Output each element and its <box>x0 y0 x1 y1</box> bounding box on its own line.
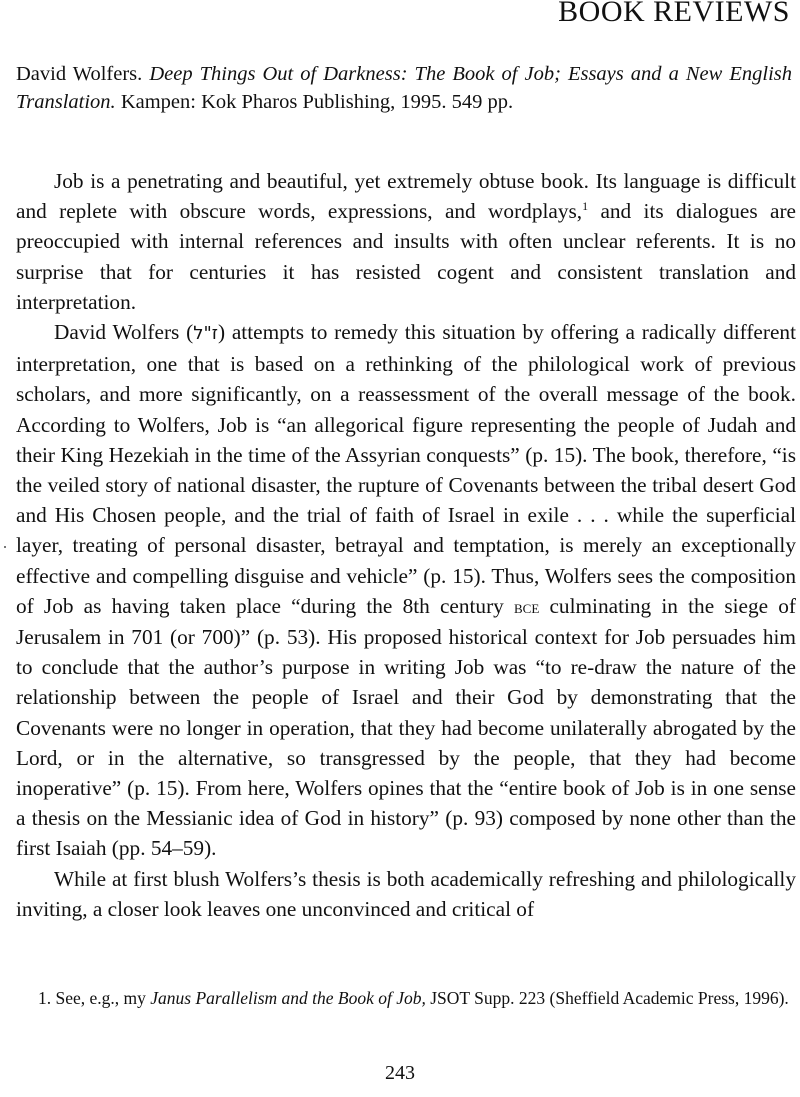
citation-publisher: Kampen: Kok Pharos Publishing, 1995. 549 pp. <box>120 91 514 113</box>
footnote-text-a: 1. See, e.g., my <box>38 988 151 1008</box>
margin-mark <box>4 546 6 548</box>
era-abbreviation: bce <box>514 596 540 617</box>
paragraph-1-text-a: Job is a penetrating and beautiful, yet extremely obtuse book. Its language is difficult and replete with obscure words, expressions, and wordplays, <box>16 169 796 224</box>
paragraph-2-text-a: David Wolfers ( <box>54 320 194 345</box>
footnote-reference: 1 <box>582 199 589 214</box>
citation-author: David Wolfers. <box>16 63 143 85</box>
hebrew-abbreviation: ז"ל <box>193 323 218 345</box>
paragraph-1-text-b: and its dialogues are preoccupied with internal references and insults with often unclear referents. It is no surprise that for centuries it has resisted cogent and consistent translation and interpretation. <box>16 199 796 314</box>
paragraph-1 <box>16 166 796 317</box>
paragraph-2 <box>16 317 796 864</box>
paragraph-2-text-c: culminating in the siege of Jerusalem in 701 (or 700)” (p. 53). His proposed historical context for Job persuades him to conclude that the author’s purpose in writing Job was “to re-draw the nature of the relationship between the people of Israel and their God by demonstrating that the Covenants were no longer in operation, that they had become unilaterally abrogated by the Lord, or in the alternative, so transgressed by the people, that they had become inoperative” (p. 15). From here, Wolfers opines that the “entire book of Job is in one sense a thesis on the Messianic idea of God in history” (p. 93) composed by none other than the first Isaiah (pp. 54–59). <box>16 593 796 861</box>
citation-title: Deep Things Out of Darkness: The Book of Job; Essays and a New English Translation. <box>16 63 792 113</box>
paragraph-3: While at first blush Wolfers’s thesis is both academically refreshing and philologically inviting, a closer look leaves one unconvinced and critical of <box>16 866 796 921</box>
paragraph-2-text-b: ) attempts to remedy this situation by offering a radically different interpretation, one that is based on a rethinking of the philological work of previous scholars, and more significantly, on a reassessment of the overall message of the book. According to Wolfers, Job is “an allegorical figure representing the people of Judah and their King Hezekiah in the time of the Assyrian conquests” (p. 15). The book, therefore, “is the veiled story of national disaster, the rupture of Covenants between the tribal desert God and His Chosen people, and the trial of faith of Israel in exile . . . while the superficial layer, treating of personal disaster, betrayal and temptation, is merely an exceptionally effective and compelling disguise and vehicle” (p. 15). Thus, Wolfers sees the composition of Job as having taken place “during the 8th century <box>16 320 796 618</box>
running-header: BOOK REVIEWS <box>558 0 790 28</box>
review-body <box>16 166 796 924</box>
book-citation <box>16 60 792 116</box>
footnote-text-b: JSOT Supp. 223 (Sheffield Academic Press, 1996). <box>425 988 789 1008</box>
page-number: 243 <box>385 1062 415 1084</box>
footnote-title: Janus Parallelism and the Book of Job, <box>150 988 426 1008</box>
footnote-1 <box>16 986 796 1011</box>
